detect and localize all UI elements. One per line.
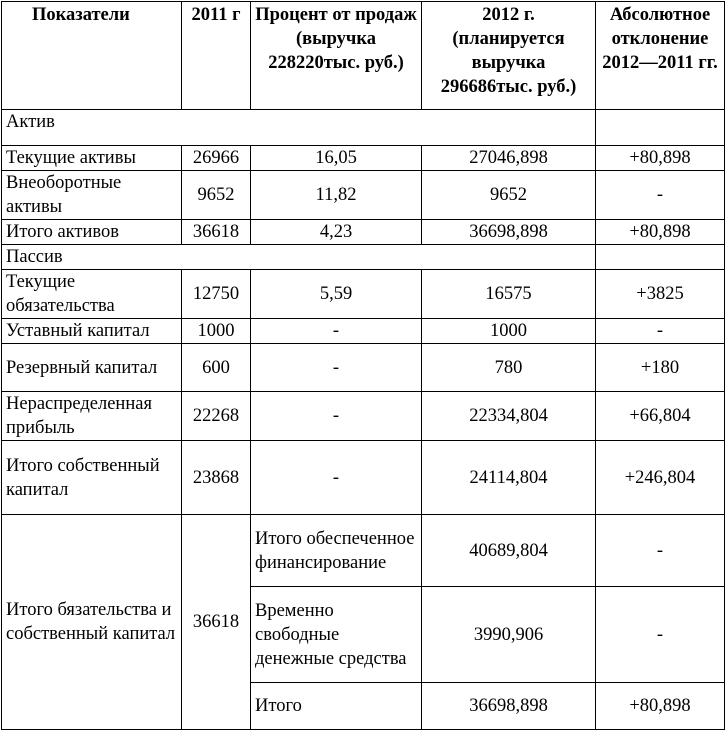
cell-deviation: -: [596, 319, 725, 344]
row-label: Резервный капитал: [2, 344, 182, 392]
subrow-label: Итого обеспеченное финансирование: [251, 515, 422, 587]
cell-percent: 11,82: [251, 171, 422, 220]
row-label: Итого собственный капитал: [2, 441, 182, 515]
cell-2011: 1000: [182, 319, 251, 344]
cell-2011: 9652: [182, 171, 251, 220]
subrow-label: Итого: [251, 683, 422, 730]
row-label: Уставный капитал: [2, 319, 182, 344]
cell-deviation: +246,804: [596, 441, 725, 515]
row-label: Итого активов: [2, 220, 182, 245]
row-label: Текущие обязательства: [2, 270, 182, 319]
table-row: [2, 171, 725, 220]
cell-2011: 12750: [182, 270, 251, 319]
header-percent: Процент от продаж (выручка 228220тыс. руб.): [251, 2, 422, 110]
section-row-liabilities: [2, 245, 725, 270]
cell-2012: 16575: [422, 270, 596, 319]
cell-2012: 9652: [422, 171, 596, 220]
section-assets: Актив: [2, 110, 596, 146]
subrow-deviation: -: [596, 587, 725, 683]
section-row-assets: [2, 110, 725, 146]
cell-2012: 36698,898: [422, 220, 596, 245]
cell-deviation: +3825: [596, 270, 725, 319]
cell-2011: 36618: [182, 220, 251, 245]
cell-2011: 23868: [182, 441, 251, 515]
subrow-2012: 3990,906: [422, 587, 596, 683]
cell-deviation: +180: [596, 344, 725, 392]
cell-percent: 5,59: [251, 270, 422, 319]
subrow-2012: 40689,804: [422, 515, 596, 587]
cell-deviation: +80,898: [596, 146, 725, 171]
table-row: [2, 392, 725, 441]
cell-percent: -: [251, 319, 422, 344]
header-indicator: Показатели: [2, 2, 182, 110]
cell-2011: 600: [182, 344, 251, 392]
final-label: Итого бязательства и собственный капитал: [2, 515, 182, 730]
table-row: [2, 344, 725, 392]
cell-deviation: -: [596, 171, 725, 220]
header-2012: 2012 г. (планируется выручка 296686тыс. руб.): [422, 2, 596, 110]
cell-2011: 26966: [182, 146, 251, 171]
table-row: [2, 270, 725, 319]
cell-percent: -: [251, 441, 422, 515]
table-row: [2, 220, 725, 245]
section-liabilities-empty: [596, 245, 725, 270]
subrow-2012: 36698,898: [422, 683, 596, 730]
table-row: [2, 441, 725, 515]
cell-2012: 27046,898: [422, 146, 596, 171]
header-row: [2, 2, 725, 110]
cell-percent: -: [251, 344, 422, 392]
table-row: [2, 319, 725, 344]
final-subrow: [2, 515, 725, 587]
cell-2012: 24114,804: [422, 441, 596, 515]
forecast-table: [1, 1, 725, 730]
cell-2012: 780: [422, 344, 596, 392]
section-assets-empty: [596, 110, 725, 146]
table-row: [2, 146, 725, 171]
cell-deviation: +80,898: [596, 220, 725, 245]
cell-2011: 22268: [182, 392, 251, 441]
cell-deviation: +66,804: [596, 392, 725, 441]
cell-2012: 1000: [422, 319, 596, 344]
cell-percent: -: [251, 392, 422, 441]
subrow-deviation: +80,898: [596, 683, 725, 730]
cell-percent: 16,05: [251, 146, 422, 171]
row-label: Текущие активы: [2, 146, 182, 171]
cell-percent: 4,23: [251, 220, 422, 245]
final-2011: 36618: [182, 515, 251, 730]
cell-2012: 22334,804: [422, 392, 596, 441]
subrow-label: Временно свободные денежные средства: [251, 587, 422, 683]
section-liabilities: Пассив: [2, 245, 596, 270]
row-label: Внеоборотные активы: [2, 171, 182, 220]
row-label: Нераспределенная прибыль: [2, 392, 182, 441]
subrow-deviation: -: [596, 515, 725, 587]
header-2011: 2011 г: [182, 2, 251, 110]
header-deviation: Абсолютное отклонение 2012—2011 гг.: [596, 2, 725, 110]
